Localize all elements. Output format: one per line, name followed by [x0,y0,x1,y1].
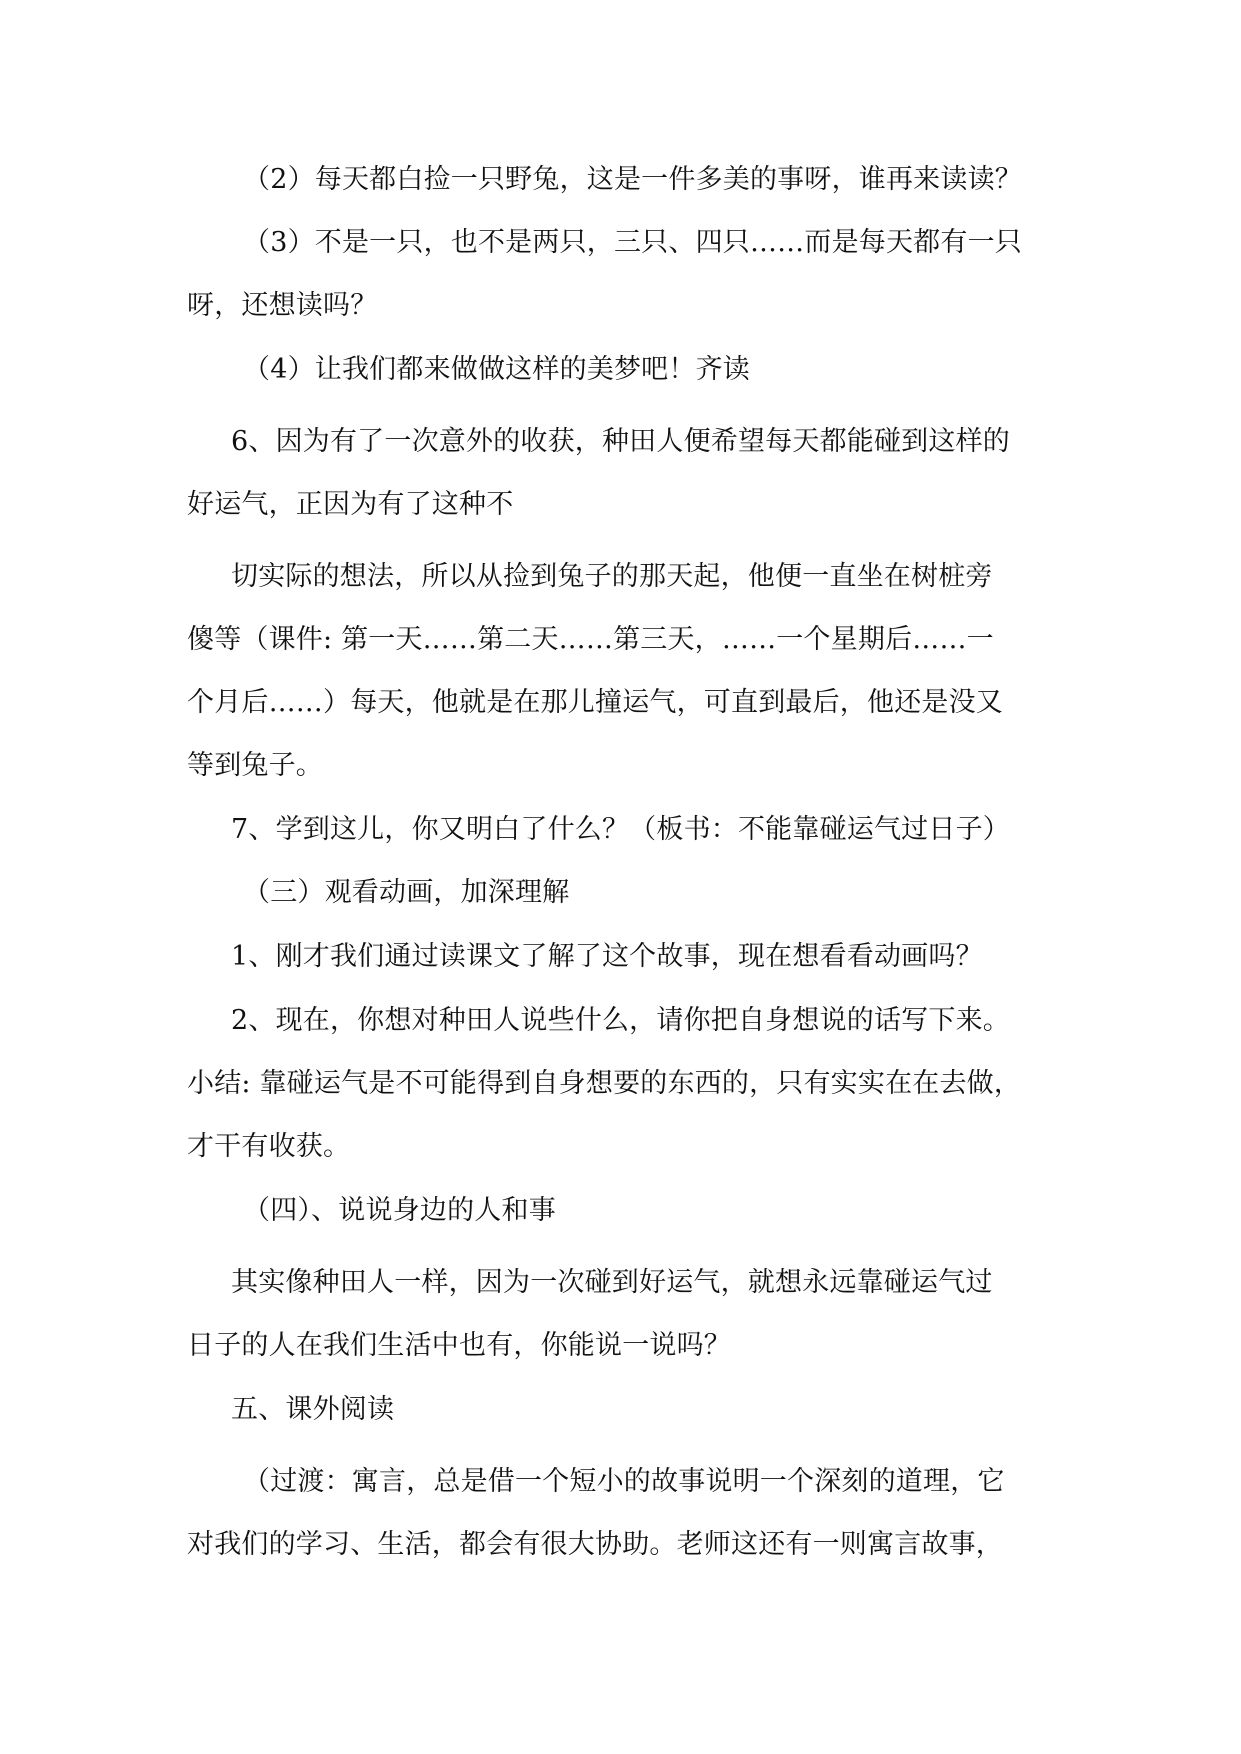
text-line: 对我们的学习、生活，都会有很大协助。老师这还有一则寓言故事， [187,1529,1003,1560]
text-line: 1、刚才我们通过读课文了解了这个故事，现在想看看动画吗？ [231,941,983,972]
text-line: 6、因为有了一次意外的收获，种田人便希望每天都能碰到这样的 [231,426,1010,457]
text-line: 日子的人在我们生活中也有，你能说一说吗？ [187,1330,731,1361]
text-line: 等到兔子。 [187,750,323,781]
text-line: （过渡：寓言，总是借一个短小的故事说明一个深刻的道理，它 [243,1466,1005,1497]
text-line: 才干有收获。 [187,1131,351,1162]
text-line: 呀，还想读吗？ [187,290,378,321]
text-line: （2）每天都白捡一只野兔，这是一件多美的事呀，谁再来读读？ [243,164,1022,195]
text-line: （3）不是一只，也不是两只，三只、四只……而是每天都有一只 [243,227,1022,258]
text-line: 个月后……）每天，他就是在那儿撞运气，可直到最后，他还是没又 [187,687,1003,718]
text-line: （三）观看动画，加深理解 [243,877,570,908]
text-line: 其实像种田人一样，因为一次碰到好运气，就想永远靠碰运气过 [231,1267,993,1298]
text-line: 2、现在，你想对种田人说些什么，请你把自身想说的话写下来。 [231,1005,1010,1036]
text-line: 傻等（课件: 第一天……第二天……第三天，……一个星期后……一 [187,624,994,655]
text-line: 切实际的想法，所以从捡到兔子的那天起，他便一直坐在树桩旁 [231,561,993,592]
text-line: 小结: 靠碰运气是不可能得到自身想要的东西的，只有实实在在去做， [187,1068,1022,1099]
text-line: 7、学到这儿，你又明白了什么？（板书：不能靠碰运气过日子） [231,814,1010,845]
text-line: （4）让我们都来做做这样的美梦吧！齐读 [243,354,750,385]
text-line: （四）、说说身边的人和事 [243,1195,556,1226]
text-line: 五、课外阅读 [231,1394,395,1425]
text-line: 好运气，正因为有了这种不 [187,489,514,520]
